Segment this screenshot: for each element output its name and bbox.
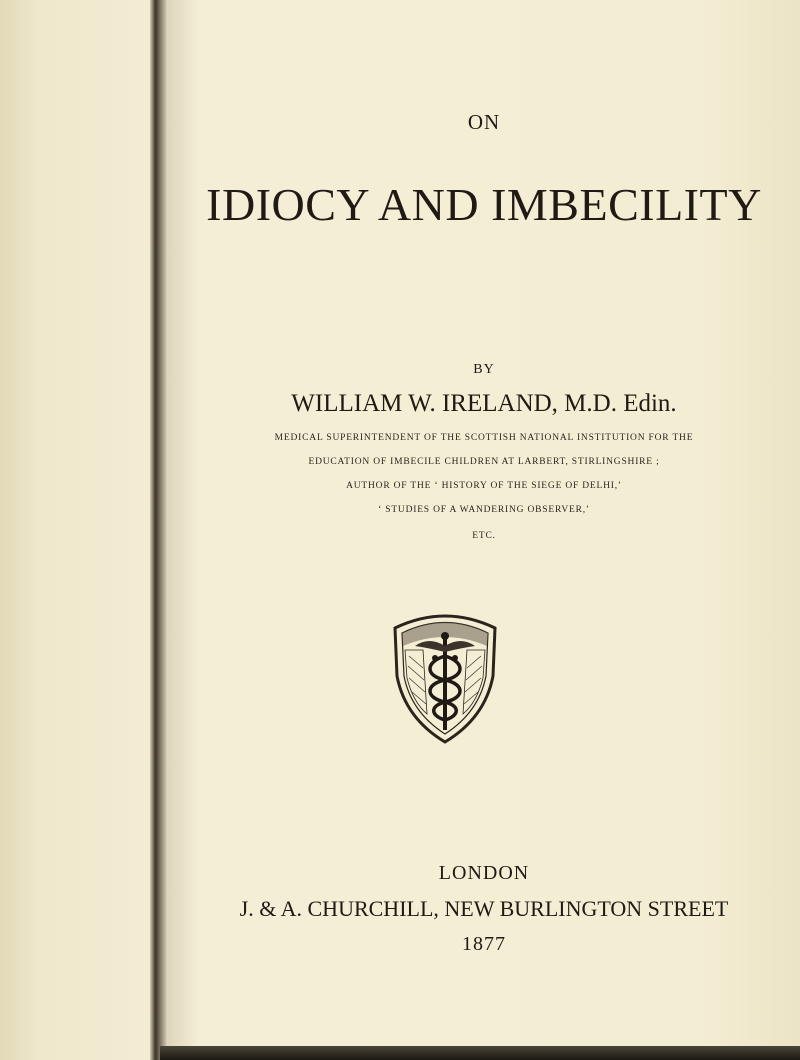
caduceus-shield-icon	[389, 606, 501, 746]
binding-gutter	[150, 0, 168, 1060]
imprint-city: LONDON	[438, 862, 530, 884]
by-line: BY	[473, 362, 495, 377]
author-description-line: MEDICAL SUPERINTENDENT OF THE SCOTTISH NATIONAL INSTITUTION FOR THE	[274, 433, 694, 443]
author-description-line: ETC.	[472, 531, 496, 541]
author-name: WILLIAM W. IRELAND, M.D. Edin.	[291, 390, 677, 417]
title-prefix: ON	[467, 110, 501, 134]
imprint-publisher: J. & A. CHURCHILL, NEW BURLINGTON STREET	[239, 896, 729, 921]
imprint-year: 1877	[462, 933, 506, 955]
author-description-line: ‘ STUDIES OF A WANDERING OBSERVER,’	[378, 505, 590, 515]
book-title: IDIOCY AND IMBECILITY	[206, 179, 762, 230]
author-description-line: AUTHOR OF THE ‘ HISTORY OF THE SIEGE OF DELHI,’	[346, 481, 622, 491]
page-bottom-edge	[160, 1046, 800, 1060]
author-description-line: EDUCATION OF IMBECILE CHILDREN AT LARBERT, STIRLINGSHIRE ;	[308, 457, 660, 467]
